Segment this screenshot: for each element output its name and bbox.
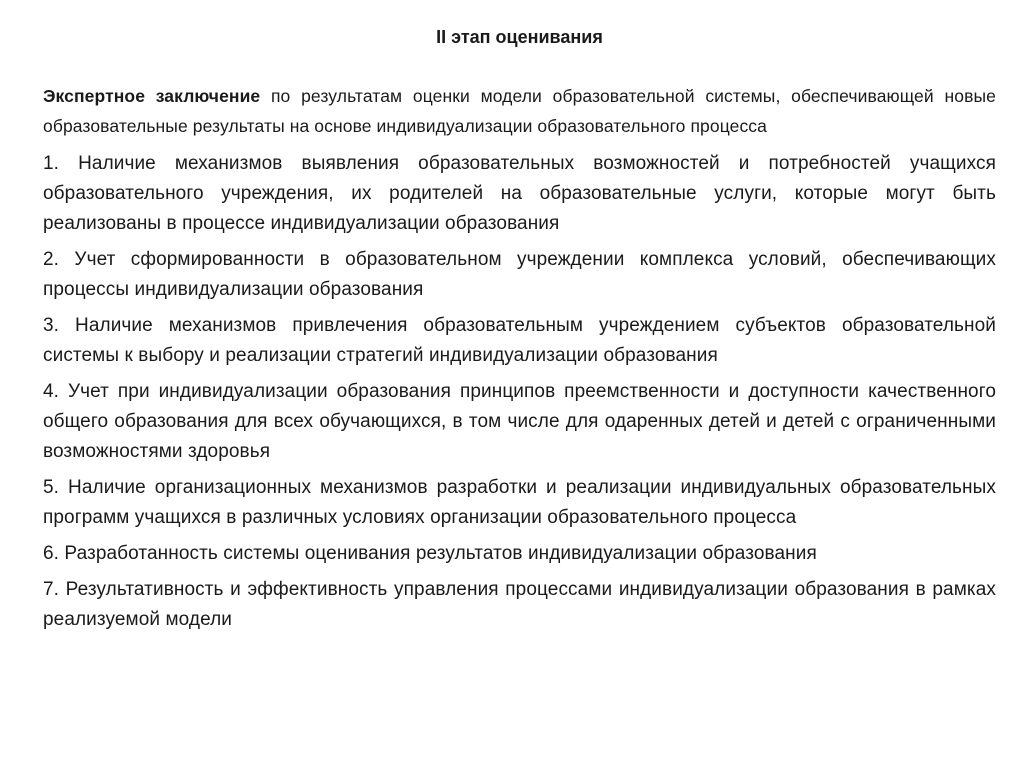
intro-text: по результатам оценки модели образовательной системы, обеспечивающей новые образовательные результаты на основе индивидуализации образовательного процесса [43, 86, 996, 136]
slide-title: II этап оценивания [436, 27, 603, 47]
criterion-item-5: 5. Наличие организационных механизмов разработки и реализации индивидуальных образовательных программ учащихся в различных условиях организации образовательного процесса [43, 477, 996, 528]
criterion-item-2: 2. Учет сформированности в образовательном учреждении комплекса условий, обеспечивающих процессы индивидуализации образования [43, 249, 996, 300]
criterion-item-1: 1. Наличие механизмов выявления образовательных возможностей и потребностей учащихся образовательного учреждения, их родителей на образовательные услуги, которые могут быть реализованы в процессе индивидуализации образования [43, 153, 996, 234]
intro-paragraph [43, 82, 996, 141]
criterion-item-4: 4. Учет при индивидуализации образования принципов преемственности и доступности качественного общего образования для всех обучающихся, в том числе для одаренных детей и детей с ограниченными возможностями здоровья [43, 381, 996, 462]
criterion-item-6: 6. Разработанность системы оценивания результатов индивидуализации образования [43, 543, 817, 564]
slide-content [43, 82, 996, 635]
intro-lead: Экспертное заключение [43, 86, 261, 106]
criterion-item-7: 7. Результативность и эффективность управления процессами индивидуализации образования в рамках реализуемой модели [43, 579, 996, 630]
criterion-item-3: 3. Наличие механизмов привлечения образовательным учреждением субъектов образовательной системы к выбору и реализации стратегий индивидуализации образования [43, 315, 996, 366]
